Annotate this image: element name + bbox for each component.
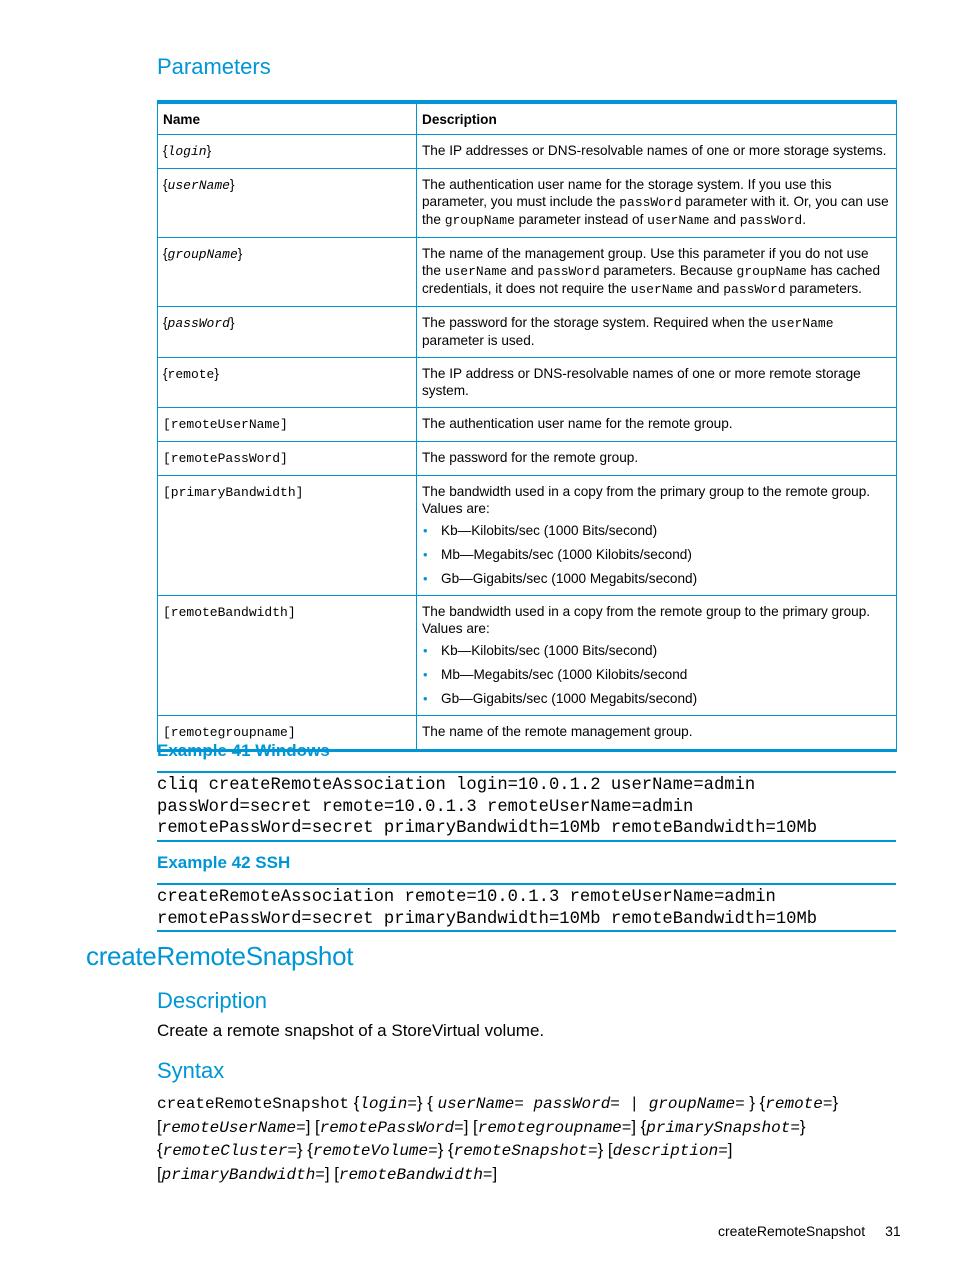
list-item (422, 690, 891, 707)
parameter-name (158, 238, 417, 307)
parameter-name (158, 307, 417, 358)
parameter-description (417, 408, 897, 442)
column-header-description: Description (417, 102, 897, 135)
example-42-label: Example 42 SSH (157, 853, 291, 872)
code-term: [primaryBandwidth] (163, 485, 304, 500)
code-term: remoteBandwidth= (338, 1165, 493, 1184)
text-run: } [ (157, 1093, 839, 1136)
text-run: The password for the remote group. (422, 450, 639, 465)
text-run: } { (297, 1140, 313, 1159)
table-row (158, 476, 897, 596)
text-run: } { (157, 1116, 806, 1159)
text-run: The authentication user name for the remote group. (422, 416, 733, 431)
list-item (422, 546, 891, 563)
table-row (158, 596, 897, 716)
list-item-text: Mb—Megabits/sec (1000 Kilobits/second) (441, 547, 692, 562)
parameter-description (417, 596, 897, 716)
code-term: remoteSnapshot= (453, 1142, 598, 1160)
command-title: createRemoteSnapshot (86, 941, 354, 971)
code-term: userName (630, 282, 693, 297)
column-header-name: Name (158, 102, 417, 135)
parameter-name (158, 596, 417, 716)
list-item (422, 666, 891, 683)
syntax-text (157, 1092, 902, 1186)
text-run: { (163, 143, 168, 158)
table-header-row (158, 102, 897, 135)
bullet-icon: • (423, 523, 428, 538)
parameter-name (158, 358, 417, 408)
text-run: and (709, 212, 740, 227)
text-run: ] [ (324, 1163, 339, 1183)
text-run: ] [ (305, 1116, 320, 1136)
parameter-description (417, 476, 897, 596)
bullet-icon: • (423, 691, 428, 706)
text-run: The bandwidth used in a copy from the primary group to the remote group. Values are: (422, 484, 871, 516)
text-run: { (163, 366, 168, 381)
example-41-label: Example 41 Windows (157, 741, 330, 760)
bullet-icon: • (423, 643, 428, 658)
bullet-icon: • (423, 547, 428, 562)
bullet-icon: • (423, 667, 428, 682)
syntax-heading: Syntax (157, 1058, 225, 1083)
value-list (422, 642, 891, 707)
text-run: } { (744, 1093, 766, 1112)
code-term: description= (612, 1142, 728, 1160)
text-run: has cached credentials, it does not require the (422, 263, 881, 296)
list-item-text: Gb—Gigabits/sec (1000 Megabits/second) (441, 691, 698, 706)
list-item-text: Gb—Gigabits/sec (1000 Megabits/second) (441, 571, 698, 586)
text-run: The IP address or DNS-resolvable names of one or more remote storage system. (422, 366, 861, 398)
example-41-code: cliq createRemoteAssociation login=10.0.1.2 userName=admin passWord=secret remote=10.0.1.3 remoteUserName=admin remotePassWord=secret primaryBandwidth=10Mb remoteBandwidth=10Mb (157, 771, 896, 842)
text-run: } (206, 143, 212, 158)
text-run: { (163, 177, 168, 192)
code-term: passWord (619, 195, 682, 210)
code-term: userName= passWord= | groupName= (437, 1095, 745, 1113)
code-term: passWord (537, 264, 600, 279)
code-term: [remotegroupname] (163, 725, 296, 740)
parameter-description (417, 442, 897, 476)
text-run: The password for the storage system. Required when the (422, 315, 772, 330)
text-run: The name of the remote management group. (422, 724, 693, 739)
code-term: userName (167, 178, 230, 193)
text-run: ] { (631, 1116, 647, 1136)
page-footer (718, 1223, 901, 1239)
text-run: } [ (597, 1140, 613, 1159)
table-row (158, 307, 897, 358)
parameter-description (417, 358, 897, 408)
code-term: remote= (765, 1095, 833, 1113)
text-run: } { (416, 1093, 438, 1112)
code-term: remoteUserName= (161, 1118, 306, 1137)
text-run: parameter with it. Or, you can use the (422, 194, 889, 227)
text-run: } (229, 177, 235, 192)
code-term: userName (771, 316, 834, 331)
list-item (422, 522, 891, 539)
list-item-text: Kb—Kilobits/sec (1000 Bits/second) (441, 523, 658, 538)
parameter-description (417, 169, 897, 238)
code-term: login= (359, 1095, 417, 1113)
code-term: login (167, 144, 207, 159)
parameter-description (417, 135, 897, 169)
text-run: . (802, 212, 806, 227)
text-run: parameter instead of (514, 212, 648, 227)
table-row (158, 408, 897, 442)
text-run: ] [ (463, 1116, 478, 1136)
code-term: [remoteBandwidth] (163, 605, 296, 620)
code-term: [remotePassWord] (163, 451, 288, 466)
parameter-description (417, 238, 897, 307)
table-row (158, 442, 897, 476)
code-term: remoteVolume= (312, 1142, 438, 1160)
bullet-icon: • (423, 571, 428, 586)
table-row (158, 135, 897, 169)
table-row (158, 238, 897, 307)
text-run: { (163, 246, 168, 261)
code-term: groupName (167, 247, 238, 262)
description-heading: Description (157, 988, 268, 1013)
code-term: groupName (736, 264, 807, 279)
parameter-name (158, 169, 417, 238)
parameter-name (158, 476, 417, 596)
text-run: ] [ (157, 1140, 733, 1183)
text-run: parameter is used. (422, 333, 535, 348)
code-term: createRemoteSnapshot (157, 1095, 350, 1113)
parameters-table (157, 100, 897, 752)
parameter-name (158, 408, 417, 442)
table-row (158, 358, 897, 408)
text-run: } { (437, 1140, 454, 1159)
list-item-text: Mb—Megabits/sec (1000 Kilobits/second (441, 667, 688, 682)
parameters-heading: Parameters (157, 54, 271, 79)
list-item (422, 642, 891, 659)
text-run: The IP addresses or DNS-resolvable names of one or more storage systems. (422, 143, 887, 158)
code-term: passWord (739, 213, 803, 228)
page-number: 31 (885, 1223, 901, 1239)
list-item (422, 570, 891, 587)
parameter-name (158, 135, 417, 169)
text-run: parameters. Because (599, 263, 737, 278)
text-run: } (237, 246, 243, 261)
text-run: } (214, 366, 219, 381)
example-42-code: createRemoteAssociation remote=10.0.1.3 remoteUserName=admin remotePassWord=secret primaryBandwidth=10Mb remoteBandwidth=10Mb (157, 883, 896, 932)
table-row (158, 169, 897, 238)
code-term: userName (444, 264, 508, 279)
text-run: and (507, 263, 538, 278)
code-term: passWord (723, 282, 786, 297)
code-term: remotePassWord= (319, 1118, 464, 1137)
footer-running-title: createRemoteSnapshot (718, 1223, 866, 1239)
text-run: The authentication user name for the storage system. If you use this parameter, you must include the (422, 177, 832, 209)
code-term: groupName (444, 213, 515, 228)
text-run: ] (492, 1163, 498, 1183)
text-run: } (229, 315, 235, 330)
code-term: remote (167, 367, 215, 382)
parameter-name (158, 442, 417, 476)
code-term: passWord (167, 316, 230, 331)
parameter-description (417, 716, 897, 751)
code-term: remotegroupname= (477, 1118, 632, 1137)
text-run: The name of the management group. Use this parameter if you do not use the (422, 246, 869, 278)
code-term: primaryBandwidth= (161, 1165, 325, 1184)
code-term: remoteCluster= (162, 1142, 298, 1160)
code-term: userName (647, 213, 710, 228)
description-text: Create a remote snapshot of a StoreVirtual volume. (157, 1021, 545, 1040)
text-run: { (349, 1093, 360, 1112)
text-run: { (163, 315, 168, 330)
code-term: [remoteUserName] (163, 417, 288, 432)
parameter-description (417, 307, 897, 358)
value-list (422, 522, 891, 587)
text-run: parameters. (785, 281, 862, 296)
text-run: The bandwidth used in a copy from the remote group to the primary group. Values are: (422, 604, 871, 636)
text-run: and (692, 281, 724, 296)
code-term: primarySnapshot= (646, 1118, 800, 1137)
list-item-text: Kb—Kilobits/sec (1000 Bits/second) (441, 643, 658, 658)
